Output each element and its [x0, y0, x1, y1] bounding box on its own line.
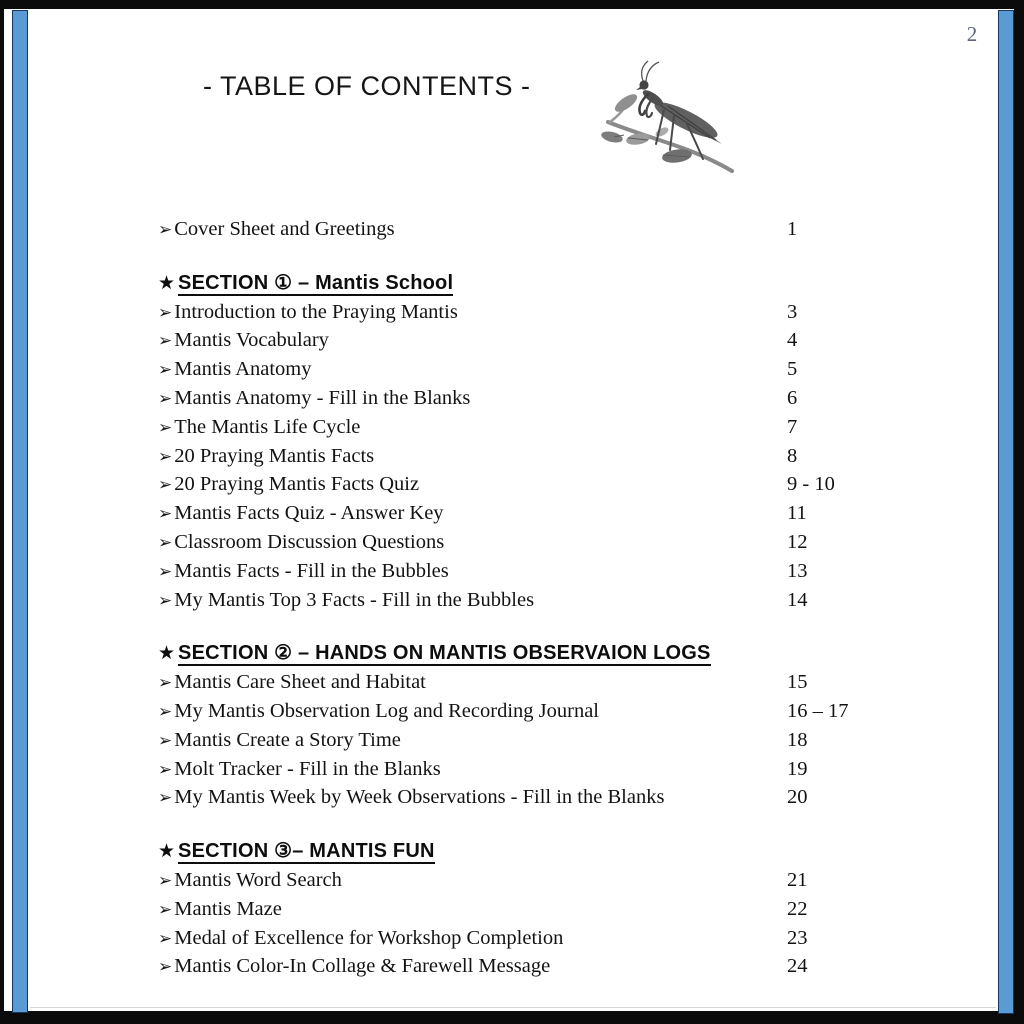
arrow-bullet-icon: ➢	[158, 701, 173, 722]
toc-entry-label: My Mantis Observation Log and Recording Journal	[174, 699, 599, 722]
toc-entry-label: 20 Praying Mantis Facts	[174, 444, 375, 467]
arrow-bullet-icon: ➢	[158, 899, 173, 920]
left-accent-bar	[12, 10, 28, 1013]
section-heading	[158, 269, 888, 298]
toc-entry-label: My Mantis Top 3 Facts - Fill in the Bubbles	[174, 588, 535, 611]
toc-entry-page: 14	[787, 588, 808, 611]
toc-entry	[158, 783, 888, 812]
section-heading-label: SECTION ① – Mantis School	[178, 271, 454, 294]
page-number: 2	[966, 22, 978, 46]
section-heading-label: SECTION ③– MANTIS FUN	[178, 840, 435, 863]
toc-entry-label: Mantis Word Search	[174, 868, 342, 891]
toc-entry-label: Molt Tracker - Fill in the Blanks	[174, 757, 441, 780]
toc-entry-page: 13	[787, 559, 808, 582]
toc-entry-page: 23	[787, 926, 808, 949]
toc-entry-page: 22	[787, 897, 808, 920]
toc-entry	[158, 668, 888, 697]
toc-entry	[158, 866, 888, 895]
toc-entry	[158, 298, 888, 327]
toc-entry-page: 7	[787, 415, 798, 438]
toc-entry-page: 12	[787, 530, 808, 553]
arrow-bullet-icon: ➢	[158, 417, 173, 438]
arrow-bullet-icon: ➢	[158, 590, 173, 611]
toc-entry-label: Medal of Excellence for Workshop Completion	[174, 926, 564, 949]
toc-entry	[158, 215, 888, 244]
arrow-bullet-icon: ➢	[158, 870, 173, 891]
right-accent-bar	[998, 10, 1014, 1014]
toc-entry-label: Mantis Create a Story Time	[174, 728, 401, 751]
arrow-bullet-icon: ➢	[158, 673, 173, 694]
toc-entry	[158, 952, 888, 981]
toc-entry	[158, 528, 888, 557]
section-heading	[158, 837, 888, 866]
arrow-bullet-icon: ➢	[158, 504, 173, 525]
arrow-bullet-icon: ➢	[158, 475, 173, 496]
toc-entry-label: Introduction to the Praying Mantis	[174, 300, 458, 323]
arrow-bullet-icon: ➢	[158, 220, 173, 240]
arrow-bullet-icon: ➢	[158, 360, 173, 381]
toc-entry-page: 8	[787, 444, 798, 467]
toc-entry-label: Mantis Vocabulary	[174, 329, 329, 352]
toc-entry-page: 16 – 17	[787, 699, 849, 722]
table-of-contents	[158, 215, 888, 981]
toc-entry-label: My Mantis Week by Week Observations - Fill in the Blanks	[174, 786, 665, 809]
toc-entry-page: 5	[787, 358, 798, 381]
toc-section-3	[158, 837, 888, 981]
arrow-bullet-icon: ➢	[158, 302, 173, 323]
arrow-bullet-icon: ➢	[158, 928, 173, 949]
toc-entry-label: Mantis Anatomy	[174, 358, 312, 381]
star-icon: ★	[158, 642, 176, 665]
section-heading	[158, 639, 888, 668]
toc-entry-label: Mantis Anatomy - Fill in the Blanks	[174, 386, 471, 409]
toc-entry	[158, 355, 888, 384]
arrow-bullet-icon: ➢	[158, 730, 173, 751]
toc-entry-page: 6	[787, 386, 798, 409]
section-heading-label: SECTION ② – HANDS ON MANTIS OBSERVAION LOGS	[178, 642, 711, 665]
toc-entry-label: Mantis Maze	[174, 897, 282, 920]
praying-mantis-illustration	[598, 58, 750, 176]
arrow-bullet-icon: ➢	[158, 759, 173, 780]
toc-entry-page: 20	[787, 786, 808, 809]
arrow-bullet-icon: ➢	[158, 532, 173, 553]
toc-entry-label: Mantis Color-In Collage & Farewell Message	[174, 955, 551, 978]
toc-entry-page: 24	[787, 955, 808, 978]
toc-entry	[158, 557, 888, 586]
toc-entry-page: 19	[787, 757, 808, 780]
toc-entry-page: 9 - 10	[787, 473, 835, 496]
toc-entry-label: Mantis Facts - Fill in the Bubbles	[174, 559, 449, 582]
toc-entry-label: Cover Sheet and Greetings	[174, 218, 395, 240]
toc-entry	[158, 499, 888, 528]
star-icon: ★	[158, 840, 176, 863]
toc-entry	[158, 413, 888, 442]
toc-entry-page: 15	[787, 671, 808, 694]
toc-entry	[158, 442, 888, 471]
toc-entry	[158, 895, 888, 924]
toc-entry-label: Mantis Care Sheet and Habitat	[174, 671, 426, 694]
arrow-bullet-icon: ➢	[158, 388, 173, 409]
toc-entry-page: 11	[787, 502, 807, 525]
toc-entry	[158, 755, 888, 784]
arrow-bullet-icon: ➢	[158, 561, 173, 582]
toc-entry-page: 1	[787, 218, 798, 240]
star-icon: ★	[158, 271, 176, 294]
arrow-bullet-icon: ➢	[158, 331, 173, 352]
toc-section-1	[158, 269, 888, 615]
toc-entry-page: 21	[787, 868, 808, 891]
toc-section-2	[158, 639, 888, 812]
toc-entry-label: 20 Praying Mantis Facts Quiz	[174, 473, 420, 496]
toc-entry	[158, 726, 888, 755]
toc-entry	[158, 384, 888, 413]
toc-entry-page: 4	[787, 329, 798, 352]
page-bottom-edge	[30, 1007, 996, 1008]
page-title: - TABLE OF CONTENTS -	[203, 71, 531, 101]
toc-entry-label: Classroom Discussion Questions	[174, 530, 445, 553]
toc-entry	[158, 924, 888, 953]
toc-entry	[158, 697, 888, 726]
arrow-bullet-icon: ➢	[158, 957, 173, 978]
toc-entry	[158, 586, 888, 615]
toc-entry-page: 3	[787, 300, 798, 323]
toc-entry-label: Mantis Facts Quiz - Answer Key	[174, 502, 444, 525]
arrow-bullet-icon: ➢	[158, 446, 173, 467]
toc-entry-label: The Mantis Life Cycle	[174, 415, 361, 438]
toc-entry-page: 18	[787, 728, 808, 751]
toc-entry	[158, 470, 888, 499]
arrow-bullet-icon: ➢	[158, 788, 173, 809]
toc-entry	[158, 326, 888, 355]
